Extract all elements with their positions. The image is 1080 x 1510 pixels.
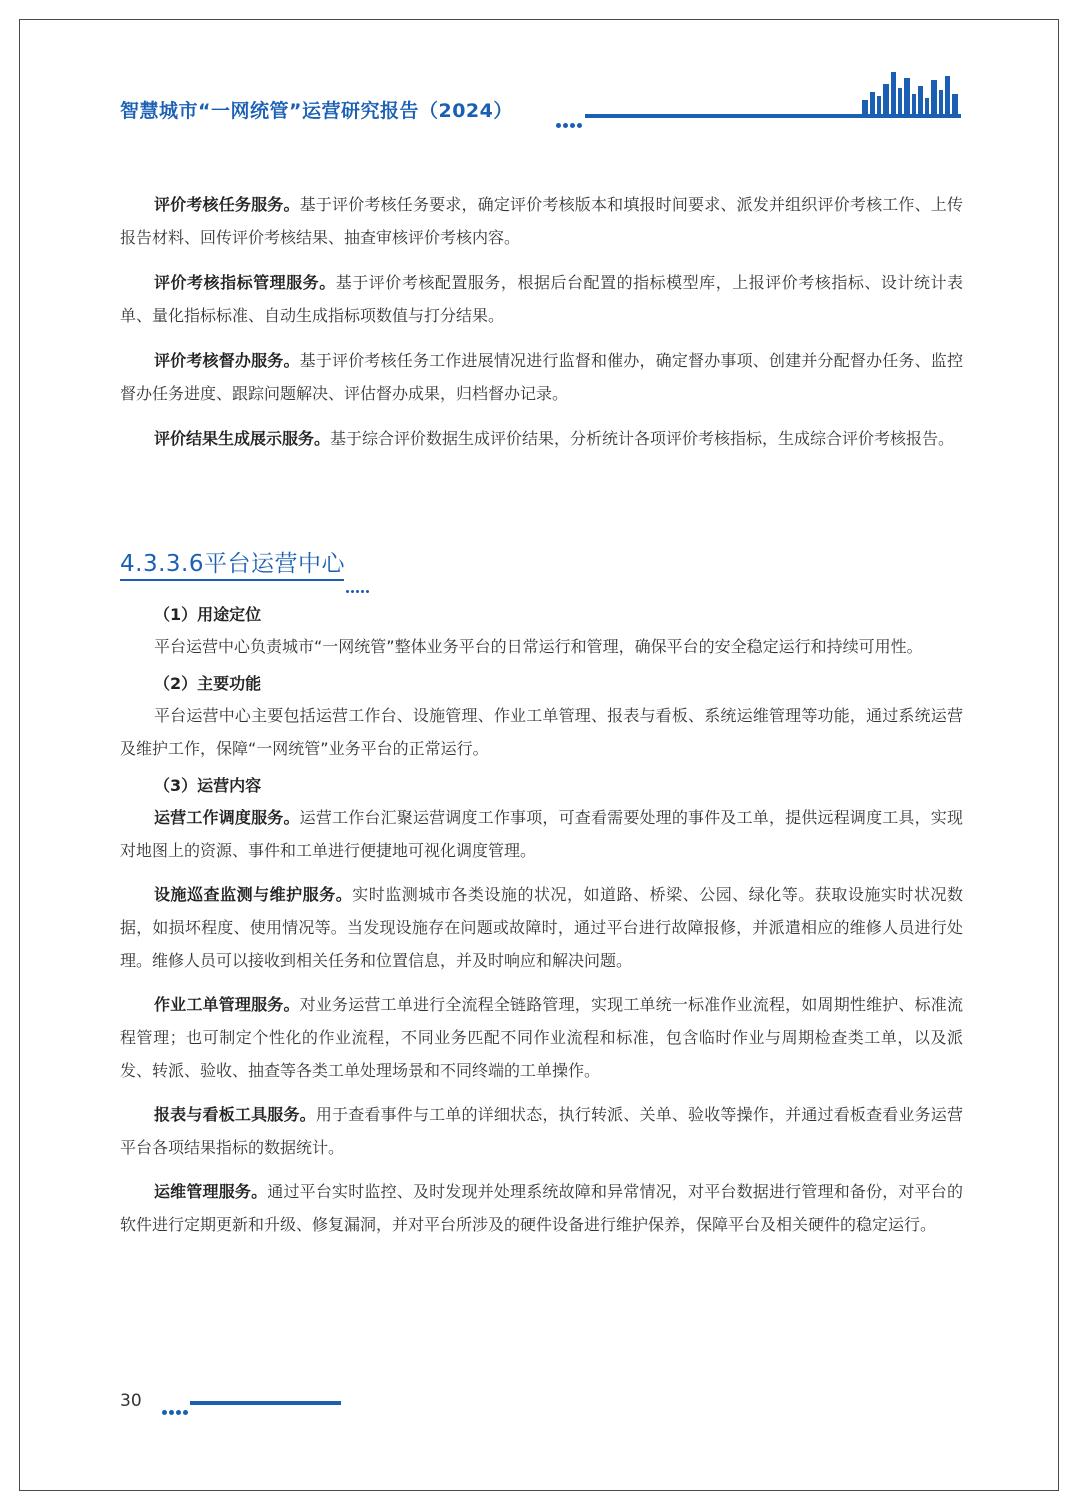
paragraph-text: 通过平台实时监控、及时发现并处理系统故障和异常情况，对平台数据进行管理和备份，对平台的软件进行定期更新和升级、修复漏洞，并对平台所涉及的硬件设备进行维护保养，保障平台及相关硬件的稳定运行。 (120, 1182, 963, 1234)
paragraph-lead: 评价考核指标管理服务。 (154, 273, 336, 292)
paragraph-text: 基于评价考核配置服务，根据后台配置的指标模型库，上报评价考核指标、设计统计表单、量化指标标准、自动生成指标项数值与打分结果。 (120, 273, 963, 325)
section-heading (120, 545, 345, 578)
report-header-title: 智慧城市“一网统管”运营研究报告（2024） (120, 100, 513, 122)
paragraph-text: 基于评价考核任务要求，确定评价考核版本和填报时间要求、派发并组织评价考核工作、上传报告材料、回传评价考核结果、抽查审核评价考核内容。 (120, 195, 963, 247)
service-paragraph (120, 801, 963, 867)
paragraph (120, 422, 963, 455)
section-title: 4.3.3.6平台运营中心 (120, 551, 345, 577)
footer-dots-decoration (162, 1400, 190, 1419)
page-number: 30 (120, 1391, 142, 1411)
service-paragraph (120, 988, 963, 1087)
section-underline (120, 579, 344, 581)
service-paragraph (120, 878, 963, 977)
paragraph-lead: 评价考核督办服务。 (154, 351, 300, 370)
paragraph (120, 188, 963, 254)
paragraph-lead: 设施巡查监测与维护服务。 (154, 885, 353, 904)
subheading-operations: （3）运营内容 (154, 776, 262, 795)
subheading-functions: （2）主要功能 (154, 674, 262, 693)
intro-section (120, 188, 963, 467)
paragraph-text: 基于综合评价数据生成评价结果，分析统计各项评价考核指标，生成综合评价考核报告。 (330, 429, 955, 448)
footer-rule (190, 1401, 341, 1405)
paragraph-text: 用于查看事件与工单的详细状态，执行转派、关单、验收等操作，并通过看板查看业务运营平台各项结果指标的数据统计。 (120, 1105, 963, 1157)
paragraph-lead: 运营工作调度服务。 (154, 808, 300, 827)
section-body (120, 600, 963, 1252)
paragraph-lead: 运维管理服务。 (154, 1182, 268, 1201)
service-paragraph (120, 1175, 963, 1241)
paragraph-text: 实时监测城市各类设施的状况，如道路、桥梁、公园、绿化等。获取设施实时状况数据，如损坏程度、使用情况等。当发现设施存在问题或故障时，通过平台进行故障报修，并派遣相应的维修人员进行处理。维修人员可以接收到相关任务和位置信息，并及时响应和解决问题。 (120, 885, 963, 970)
purpose-text: 平台运营中心负责城市“一网统管”整体业务平台的日常运行和管理，确保平台的安全稳定运行和持续可用性。 (154, 637, 923, 656)
paragraph-lead: 作业工单管理服务。 (154, 995, 300, 1014)
paragraph-text: 基于评价考核任务工作进展情况进行监督和催办，确定督办事项、创建并分配督办任务、监控督办任务进度、跟踪问题解决、评估督办成果，归档督办记录。 (120, 351, 963, 403)
subheading-purpose: （1）用途定位 (154, 605, 262, 624)
functions-text: 平台运营中心主要包括运营工作台、设施管理、作业工单管理、报表与看板、系统运维管理等功能，通过系统运营及维护工作，保障“一网统管”业务平台的正常运行。 (120, 706, 963, 758)
service-paragraph (120, 1098, 963, 1164)
paragraph (120, 266, 963, 332)
header-dots-decoration (556, 113, 584, 132)
paragraph-lead: 报表与看板工具服务。 (154, 1105, 316, 1124)
paragraph-text: 对业务运营工单进行全流程全链路管理，实现工单统一标准作业流程，如周期性维护、标准流程管理；也可制定个性化的作业流程，不同业务匹配不同作业流程和标准，包含临时作业与周期检查类工单，以及派发、转派、验收、抽查等各类工单处理场景和不同终端的工单操作。 (120, 995, 963, 1080)
paragraph-lead: 评价考核任务服务。 (154, 195, 300, 214)
paragraph-lead: 评价结果生成展示服务。 (154, 429, 331, 448)
section-dots-decoration (344, 578, 369, 597)
paragraph-text: 运营工作台汇聚运营调度工作事项，可查看需要处理的事件及工单，提供远程调度工具，实现对地图上的资源、事件和工单进行便捷地可视化调度管理。 (120, 808, 963, 860)
city-skyline-icon (860, 70, 962, 118)
paragraph (120, 344, 963, 410)
